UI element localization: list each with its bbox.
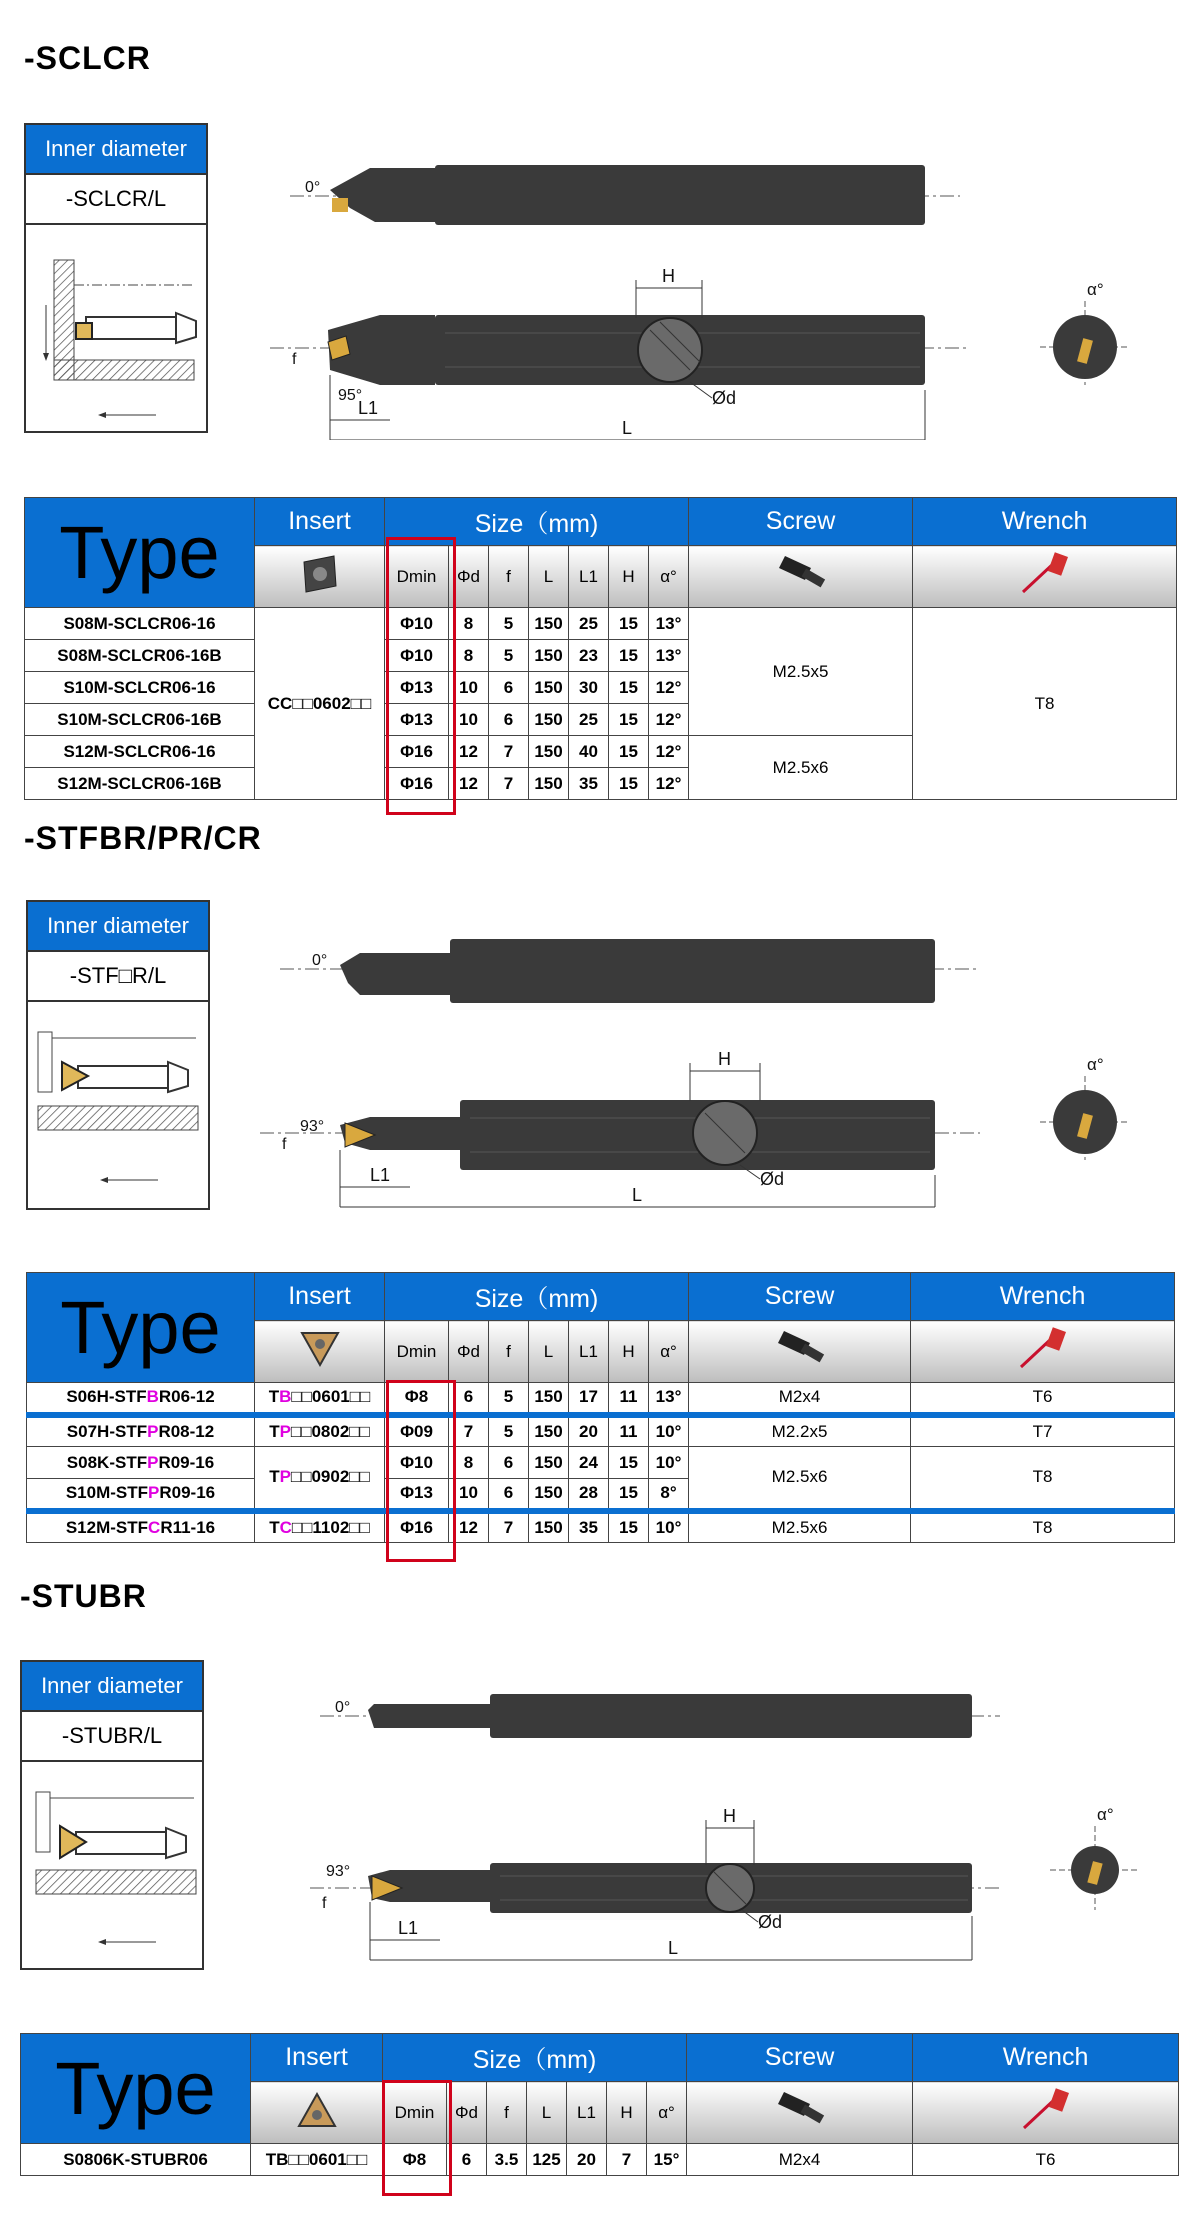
lead-angle-label: 93° xyxy=(326,1863,351,1880)
wrench-icon-cell xyxy=(913,2082,1179,2144)
angle-top-label: 0° xyxy=(335,1699,351,1716)
f-value: 6 xyxy=(489,1447,529,1479)
l1-value: 35 xyxy=(569,1511,609,1543)
dmin-value: Φ8 xyxy=(383,2144,447,2176)
sub-header-h: H xyxy=(609,1321,649,1383)
wrench-value: T8 xyxy=(911,1511,1175,1543)
l1-value: 28 xyxy=(569,1479,609,1511)
insert-code: TB□□0601□□ xyxy=(255,1383,385,1415)
sub-header-d: Φd xyxy=(449,1321,489,1383)
spec-table-stf xyxy=(26,1272,1175,1543)
f-value: 7 xyxy=(489,736,529,768)
l-value: 150 xyxy=(529,1479,569,1511)
inner-diameter-panel-stubr xyxy=(20,1660,204,1970)
insert-code: TC□□1102□□ xyxy=(255,1511,385,1543)
insert-code: TB□□0601□□ xyxy=(251,2144,383,2176)
l-value: 150 xyxy=(529,736,569,768)
panel-title: Inner diameter xyxy=(22,1662,202,1712)
dmin-value: Φ13 xyxy=(385,1479,449,1511)
size-header: Size（mm) xyxy=(385,498,689,546)
f-value: 5 xyxy=(489,1415,529,1447)
d-value: 12 xyxy=(449,768,489,800)
sub-header-dmin: Dmin xyxy=(385,546,449,608)
l-label: L xyxy=(632,1185,643,1205)
table-row-type: S08K-STFPR09-16 xyxy=(27,1447,255,1479)
wrench-icon-cell xyxy=(911,1321,1175,1383)
wrench-icon xyxy=(1013,1327,1073,1371)
h-value: 11 xyxy=(609,1383,649,1415)
insert-header: Insert xyxy=(255,498,385,546)
l1-label: L1 xyxy=(370,1165,391,1185)
d-value: 10 xyxy=(449,1479,489,1511)
screw-header: Screw xyxy=(687,2034,913,2082)
insert-triangle-icon xyxy=(298,1329,342,1369)
screw-icon xyxy=(771,552,831,596)
sub-header-h: H xyxy=(607,2082,647,2144)
table-row-type: S08M-SCLCR06-16B xyxy=(25,640,255,672)
l1-label: L1 xyxy=(358,398,379,418)
screw-icon xyxy=(770,1327,830,1371)
wrench-header: Wrench xyxy=(911,1273,1175,1321)
l1-value: 20 xyxy=(569,1415,609,1447)
boring-illustration-stf xyxy=(28,1002,208,1208)
wrench-value: T7 xyxy=(911,1415,1175,1447)
alpha-value: 12° xyxy=(649,736,689,768)
section-title-stubr: -STUBR xyxy=(20,1578,147,1614)
alpha-label: α° xyxy=(1087,280,1104,299)
table-row-type: S12M-SCLCR06-16 xyxy=(25,736,255,768)
l-value: 150 xyxy=(529,1447,569,1479)
f-value: 5 xyxy=(489,608,529,640)
alpha-value: 8° xyxy=(649,1479,689,1511)
l1-value: 40 xyxy=(569,736,609,768)
panel-subtitle: -STF□R/L xyxy=(28,952,208,1002)
h-value: 15 xyxy=(609,1447,649,1479)
screw-value: M2.5x5 xyxy=(689,608,913,736)
l-value: 150 xyxy=(529,768,569,800)
l-label: L xyxy=(668,1938,679,1958)
insert-triangle-icon xyxy=(295,2090,339,2130)
insert-rhombic-icon xyxy=(298,554,342,594)
d-value: 12 xyxy=(449,736,489,768)
l1-label: L1 xyxy=(398,1918,419,1938)
sub-header-alpha: α° xyxy=(649,546,689,608)
l1-value: 30 xyxy=(569,672,609,704)
sub-header-l1: L1 xyxy=(569,1321,609,1383)
dmin-value: Φ10 xyxy=(385,1447,449,1479)
spec-table-stubr xyxy=(20,2033,1179,2176)
type-header: Type xyxy=(21,2034,251,2144)
f-label: f xyxy=(292,351,297,368)
type-header: Type xyxy=(27,1273,255,1383)
h-value: 15 xyxy=(609,608,649,640)
l1-value: 17 xyxy=(569,1383,609,1415)
l1-value: 25 xyxy=(569,608,609,640)
l-value: 150 xyxy=(529,1415,569,1447)
lead-angle-label: 95° xyxy=(338,387,363,404)
sub-header-alpha: α° xyxy=(647,2082,687,2144)
size-header: Size（mm) xyxy=(385,1273,689,1321)
insert-header: Insert xyxy=(255,1273,385,1321)
l1-value: 35 xyxy=(569,768,609,800)
h-value: 15 xyxy=(609,704,649,736)
sub-header-l: L xyxy=(527,2082,567,2144)
screw-header: Screw xyxy=(689,1273,911,1321)
h-value: 15 xyxy=(609,768,649,800)
d-value: 7 xyxy=(449,1415,489,1447)
wrench-value: T6 xyxy=(911,1383,1175,1415)
table-row-type: S07H-STFPR08-12 xyxy=(27,1415,255,1447)
h-value: 15 xyxy=(609,1511,649,1543)
dmin-value: Φ09 xyxy=(385,1415,449,1447)
alpha-value: 13° xyxy=(649,608,689,640)
d-value: 8 xyxy=(449,640,489,672)
tool-drawing-stubr xyxy=(280,1670,1010,1970)
type-header: Type xyxy=(25,498,255,608)
dmin-value: Φ10 xyxy=(385,608,449,640)
f-value: 6 xyxy=(489,1479,529,1511)
screw-value: M2.5x6 xyxy=(689,736,913,800)
wrench-header: Wrench xyxy=(913,498,1177,546)
sub-header-f: f xyxy=(489,546,529,608)
sub-header-f: f xyxy=(489,1321,529,1383)
l-value: 150 xyxy=(529,640,569,672)
table-row-type: S10M-SCLCR06-16 xyxy=(25,672,255,704)
end-view-sclcr xyxy=(1040,275,1130,385)
l-label: L xyxy=(622,418,633,438)
alpha-value: 12° xyxy=(649,704,689,736)
end-view-stubr xyxy=(1050,1800,1140,1910)
alpha-value: 12° xyxy=(649,768,689,800)
dmin-value: Φ10 xyxy=(385,640,449,672)
screw-icon-cell xyxy=(689,1321,911,1383)
sub-header-l: L xyxy=(529,1321,569,1383)
sub-header-alpha: α° xyxy=(649,1321,689,1383)
l1-value: 24 xyxy=(569,1447,609,1479)
h-value: 15 xyxy=(609,736,649,768)
h-value: 15 xyxy=(609,640,649,672)
dmin-value: Φ8 xyxy=(385,1383,449,1415)
screw-icon-cell xyxy=(687,2082,913,2144)
sub-header-h: H xyxy=(609,546,649,608)
wrench-value: T8 xyxy=(913,608,1177,800)
angle-top-label: 0° xyxy=(305,179,321,196)
dmin-value: Φ16 xyxy=(385,1511,449,1543)
l-value: 150 xyxy=(529,1383,569,1415)
h-value: 7 xyxy=(607,2144,647,2176)
dmin-value: Φ16 xyxy=(385,736,449,768)
d-label: Ød xyxy=(712,388,737,408)
alpha-label: α° xyxy=(1087,1055,1104,1074)
table-row-type: S12M-STFCR11-16 xyxy=(27,1511,255,1543)
h-label: H xyxy=(723,1806,736,1826)
lead-angle-label: 93° xyxy=(300,1118,325,1135)
h-value: 11 xyxy=(609,1415,649,1447)
boring-illustration-stubr xyxy=(22,1762,202,1968)
wrench-value: T8 xyxy=(911,1447,1175,1511)
h-value: 15 xyxy=(609,1479,649,1511)
tool-drawing-stf xyxy=(250,925,1000,1215)
insert-icon-cell xyxy=(255,1321,385,1383)
l-value: 150 xyxy=(529,672,569,704)
insert-header: Insert xyxy=(251,2034,383,2082)
f-value: 5 xyxy=(489,1383,529,1415)
panel-subtitle: -SCLCR/L xyxy=(26,175,206,225)
l-value: 150 xyxy=(529,704,569,736)
screw-icon-cell xyxy=(689,546,913,608)
section-title-stf: -STFBR/PR/CR xyxy=(24,820,262,856)
size-header: Size（mm) xyxy=(383,2034,687,2082)
panel-title: Inner diameter xyxy=(26,125,206,175)
boring-illustration-sclcr xyxy=(26,225,206,431)
table-row-type: S12M-SCLCR06-16B xyxy=(25,768,255,800)
angle-top-label: 0° xyxy=(312,952,328,969)
sub-header-l: L xyxy=(529,546,569,608)
sub-header-f: f xyxy=(487,2082,527,2144)
alpha-value: 15° xyxy=(647,2144,687,2176)
insert-code: TP□□0902□□ xyxy=(255,1447,385,1511)
alpha-label: α° xyxy=(1097,1805,1114,1824)
tool-drawing-sclcr xyxy=(250,150,990,440)
dmin-value: Φ16 xyxy=(385,768,449,800)
d-value: 8 xyxy=(449,1447,489,1479)
d-value: 6 xyxy=(447,2144,487,2176)
d-value: 6 xyxy=(449,1383,489,1415)
f-value: 6 xyxy=(489,704,529,736)
f-label: f xyxy=(322,1895,327,1912)
insert-code: CC□□0602□□ xyxy=(255,608,385,800)
h-value: 15 xyxy=(609,672,649,704)
d-value: 12 xyxy=(449,1511,489,1543)
f-value: 3.5 xyxy=(487,2144,527,2176)
f-value: 7 xyxy=(489,1511,529,1543)
spec-table-sclcr xyxy=(24,497,1177,800)
table-row-type: S10M-STFPR09-16 xyxy=(27,1479,255,1511)
sub-header-d: Φd xyxy=(447,2082,487,2144)
table-row-type: S08M-SCLCR06-16 xyxy=(25,608,255,640)
wrench-icon-cell xyxy=(913,546,1177,608)
alpha-value: 10° xyxy=(649,1447,689,1479)
screw-header: Screw xyxy=(689,498,913,546)
l1-value: 20 xyxy=(567,2144,607,2176)
f-value: 7 xyxy=(489,768,529,800)
inner-diameter-panel-sclcr xyxy=(24,123,208,433)
l-value: 125 xyxy=(527,2144,567,2176)
sub-header-dmin: Dmin xyxy=(385,1321,449,1383)
sub-header-d: Φd xyxy=(449,546,489,608)
h-label: H xyxy=(662,266,675,286)
screw-value: M2x4 xyxy=(689,1383,911,1415)
d-value: 10 xyxy=(449,704,489,736)
wrench-icon xyxy=(1016,2088,1076,2132)
alpha-value: 12° xyxy=(649,672,689,704)
screw-value: M2.5x6 xyxy=(689,1511,911,1543)
insert-code: TP□□0802□□ xyxy=(255,1415,385,1447)
screw-icon xyxy=(770,2088,830,2132)
d-value: 8 xyxy=(449,608,489,640)
d-label: Ød xyxy=(758,1912,783,1932)
section-title-sclcr: -SCLCR xyxy=(24,40,151,76)
f-value: 6 xyxy=(489,672,529,704)
wrench-value: T6 xyxy=(913,2144,1179,2176)
alpha-value: 10° xyxy=(649,1511,689,1543)
screw-value: M2.5x6 xyxy=(689,1447,911,1511)
end-view-stf xyxy=(1040,1050,1130,1160)
d-label: Ød xyxy=(760,1169,785,1189)
l1-value: 23 xyxy=(569,640,609,672)
h-label: H xyxy=(718,1049,731,1069)
dmin-value: Φ13 xyxy=(385,704,449,736)
insert-icon-cell xyxy=(255,546,385,608)
wrench-icon xyxy=(1015,552,1075,596)
insert-icon-cell xyxy=(251,2082,383,2144)
l-value: 150 xyxy=(529,608,569,640)
l-value: 150 xyxy=(529,1511,569,1543)
d-value: 10 xyxy=(449,672,489,704)
table-row-type: S10M-SCLCR06-16B xyxy=(25,704,255,736)
alpha-value: 13° xyxy=(649,640,689,672)
f-value: 5 xyxy=(489,640,529,672)
l1-value: 25 xyxy=(569,704,609,736)
f-label: f xyxy=(282,1136,287,1153)
inner-diameter-panel-stf xyxy=(26,900,210,1210)
panel-subtitle: -STUBR/L xyxy=(22,1712,202,1762)
table-row-type: S0806K-STUBR06 xyxy=(21,2144,251,2176)
alpha-value: 13° xyxy=(649,1383,689,1415)
dmin-value: Φ13 xyxy=(385,672,449,704)
table-row-type: S06H-STFBR06-12 xyxy=(27,1383,255,1415)
panel-title: Inner diameter xyxy=(28,902,208,952)
screw-value: M2x4 xyxy=(687,2144,913,2176)
sub-header-l1: L1 xyxy=(569,546,609,608)
alpha-value: 10° xyxy=(649,1415,689,1447)
sub-header-l1: L1 xyxy=(567,2082,607,2144)
screw-value: M2.2x5 xyxy=(689,1415,911,1447)
sub-header-dmin: Dmin xyxy=(383,2082,447,2144)
wrench-header: Wrench xyxy=(913,2034,1179,2082)
